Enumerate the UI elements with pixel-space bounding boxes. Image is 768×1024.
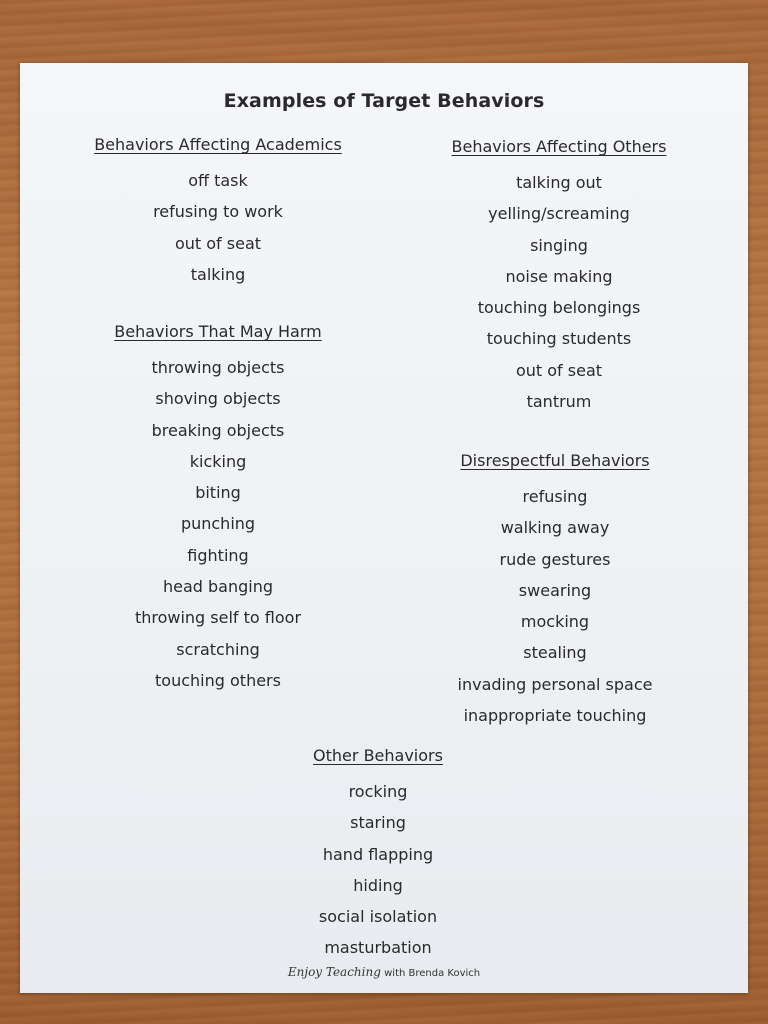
behavior-list: [228, 776, 528, 964]
behavior-item: staring: [350, 813, 406, 833]
behavior-item: scratching: [176, 639, 260, 659]
behavior-item: tantrum: [526, 392, 592, 412]
behavior-item: kicking: [189, 451, 247, 471]
behavior-item: punching: [180, 514, 256, 534]
behavior-item: touching students: [486, 329, 632, 349]
footer-script-logo: Enjoy Teaching: [287, 965, 381, 979]
behavior-item: out of seat: [174, 233, 262, 253]
behavior-item: throwing objects: [151, 358, 285, 377]
page-title: Examples of Target Behaviors: [223, 90, 545, 112]
behavior-item: talking out: [516, 173, 602, 192]
behavior-list: [68, 352, 368, 696]
behavior-item: throwing self to floor: [134, 608, 302, 628]
behavior-item: refusing to work: [153, 202, 283, 222]
section-heading: Behaviors Affecting Academics: [94, 135, 342, 154]
section-heading: Disrespectful Behaviors: [460, 451, 650, 470]
behavior-item: social isolation: [318, 907, 438, 927]
behavior-item: inappropriate touching: [463, 706, 647, 726]
section-heading: Other Behaviors: [313, 746, 443, 765]
behavior-item: biting: [195, 483, 241, 503]
behavior-item: yelling/screaming: [488, 204, 630, 224]
behavior-item: masturbation: [324, 938, 432, 958]
behavior-item: noise making: [505, 266, 613, 286]
behavior-list: [405, 481, 705, 731]
behavior-item: hand flapping: [322, 844, 434, 864]
section-others: [409, 136, 709, 417]
section-harm: [68, 321, 368, 696]
behavior-item: shoving objects: [155, 389, 281, 409]
section-heading: Behaviors That May Harm: [114, 322, 322, 341]
behavior-item: singing: [530, 235, 588, 255]
behavior-item: touching others: [155, 670, 281, 690]
section-heading: Behaviors Affecting Others: [451, 137, 667, 156]
behavior-item: rude gestures: [499, 549, 611, 569]
behavior-item: head banging: [162, 577, 274, 597]
behavior-item: fighting: [187, 545, 249, 565]
behavior-item: rocking: [348, 782, 408, 801]
behavior-item: talking: [190, 264, 246, 284]
behavior-item: swearing: [518, 580, 592, 600]
behavior-list: [68, 165, 368, 290]
behavior-item: stealing: [523, 643, 587, 663]
behavior-item: invading personal space: [457, 674, 653, 694]
document-page: [20, 63, 748, 993]
section-academics: [68, 134, 368, 290]
behavior-item: off task: [188, 171, 248, 190]
behavior-item: refusing: [522, 487, 588, 506]
section-other: [228, 745, 528, 964]
behavior-item: walking away: [500, 518, 610, 538]
behavior-item: breaking objects: [151, 420, 285, 440]
behavior-item: touching belongings: [477, 298, 641, 318]
behavior-list: [409, 167, 709, 417]
footer-credit: [20, 965, 748, 979]
behavior-item: out of seat: [515, 360, 603, 380]
behavior-item: hiding: [353, 875, 403, 895]
behavior-item: mocking: [520, 612, 590, 632]
section-disrespect: [405, 450, 705, 731]
footer-text: with Brenda Kovich: [384, 968, 481, 979]
